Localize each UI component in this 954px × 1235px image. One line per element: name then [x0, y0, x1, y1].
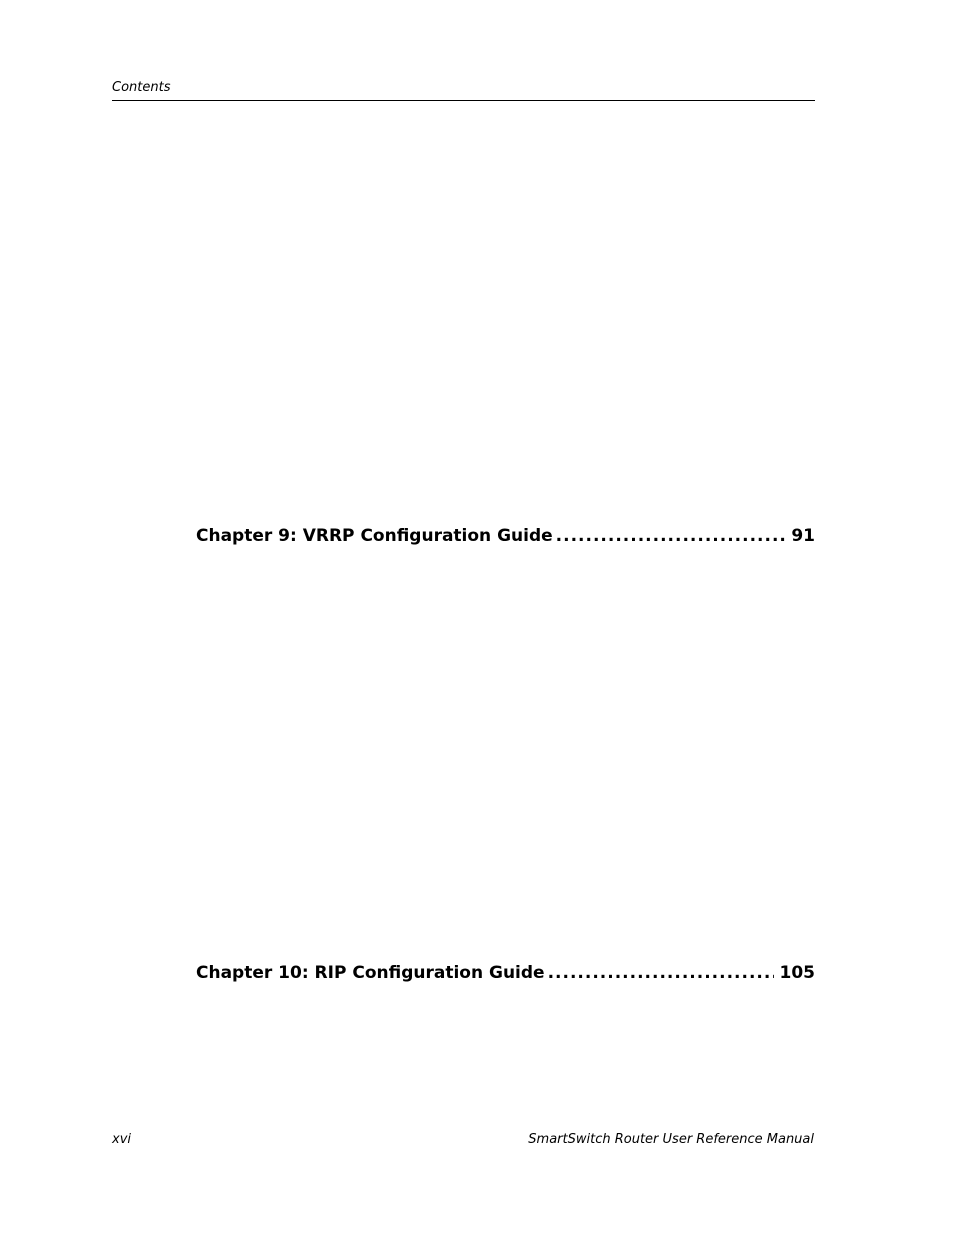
toc-entry-page-number: 91 [791, 526, 815, 546]
toc-entry-chapter-10[interactable] [196, 962, 815, 984]
toc-entry-page-number: 105 [779, 963, 815, 983]
header-rule [112, 100, 815, 101]
footer-manual-title: SmartSwitch Router User Reference Manual [528, 1132, 814, 1147]
toc-entry-title: Chapter 9: VRRP Configuration Guide [196, 526, 553, 546]
dot-leader [548, 962, 774, 984]
toc-entry-chapter-9[interactable] [196, 525, 815, 547]
toc-entry-title: Chapter 10: RIP Configuration Guide [196, 963, 545, 983]
footer-page-number: xvi [112, 1132, 131, 1147]
running-head: Contents [112, 80, 171, 95]
dot-leader [556, 525, 786, 547]
